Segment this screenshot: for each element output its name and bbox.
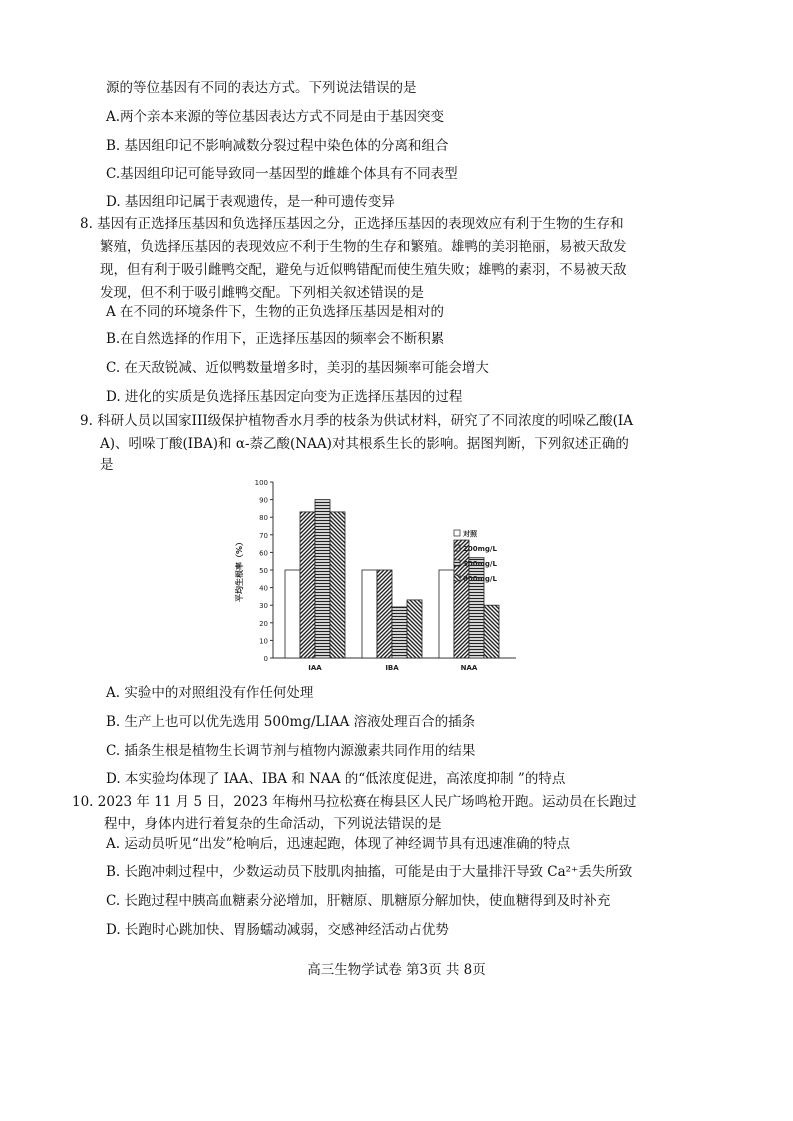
q9-option-d: D. 本实验均体现了 IAA、IBA 和 NAA 的“低浓度促进，高浓度抑制 ”的特点 <box>106 771 566 787</box>
q8-stem-line-4: 发现，但不利于吸引雌鸭交配。下列相关叙述错误的是 <box>100 285 424 301</box>
legend-label: 200mg/L <box>463 545 497 553</box>
bar-iaa-1 <box>300 512 315 658</box>
y-tick-label: 60 <box>259 549 268 558</box>
y-tick-label: 100 <box>254 479 268 487</box>
q7-option-c: C.基因组印记可能导致同一基因型的雌雄个体具有不同表型 <box>106 166 458 182</box>
q9-option-c: C. 插条生根是植物生长调节剂与植物内源激素共同作用的结果 <box>106 743 476 759</box>
q9-option-b: B. 生产上也可以优先选用 500mg/LIAA 溶液处理百合的插条 <box>106 714 476 730</box>
bar-iaa-3 <box>330 512 345 658</box>
x-tick-label: IBA <box>385 664 399 672</box>
bar-naa-2 <box>469 558 484 658</box>
q8-stem-line-1: 8. 基因有正选择压基因和负选择压基因之分，正选择压基因的表现效应有利于生物的生存和 <box>80 216 624 232</box>
q10-option-c: C. 长跑过程中胰高血糖素分泌增加，肝糖原、肌糖原分解加快，使血糖得到及时补充 <box>106 893 611 909</box>
legend-label: 800mg/L <box>463 575 497 583</box>
bar-iaa-2 <box>315 500 330 658</box>
q9-option-a: A. 实验中的对照组没有作任何处理 <box>106 685 314 701</box>
bar-naa-3 <box>484 605 499 658</box>
q8-option-b: B.在自然选择的作用下，正选择压基因的频率会不断积累 <box>106 331 445 347</box>
y-tick-label: 40 <box>259 584 268 593</box>
y-tick-label: 80 <box>259 514 268 523</box>
legend-swatch <box>454 560 460 566</box>
bar-iaa-0 <box>285 570 300 658</box>
q7-option-a: A.两个亲本来源的等位基因表达方式不同是由于基因突变 <box>106 109 445 125</box>
bar-iba-2 <box>392 607 407 658</box>
y-tick-label: 30 <box>259 602 268 611</box>
y-tick-label: 0 <box>263 655 268 663</box>
q9-stem-line-1: 9. 科研人员以国家III级保护植物香水月季的枝条为供试材料，研究了不同浓度的吲哚乙酸(IA <box>80 413 634 429</box>
q8-option-a: A 在不同的环境条件下，生物的正负选择压基因是相对的 <box>106 304 445 320</box>
legend-swatch <box>454 575 460 581</box>
legend-swatch <box>454 545 460 551</box>
y-tick-label: 70 <box>259 531 268 540</box>
page-footer: 高三生物学试卷 第3页 共 8页 <box>307 962 486 978</box>
x-tick-label: NAA <box>460 664 478 672</box>
q10-stem-line-1: 10. 2023 年 11 月 5 日，2023 年梅州马拉松赛在梅县区人民广场鸣枪开跑。运动员在长跑过 <box>72 794 637 810</box>
q8-option-d: D. 进化的实质是负选择压基因定向变为正选择压基因的过程 <box>106 389 463 405</box>
q10-option-b: B. 长跑冲刺过程中，少数运动员下肢肌肉抽搐，可能是由于大量排汗导致 Ca²⁺丢失所致 <box>106 864 633 880</box>
bar-iba-0 <box>362 570 377 658</box>
q10-option-a: A. 运动员听见“出发”枪响后，迅速起跑，体现了神经调节具有迅速准确的特点 <box>106 836 571 852</box>
y-tick-label: 50 <box>259 567 268 575</box>
q8-stem-line-2: 繁殖，负选择压基因的表现效应不利于生物的生存和繁殖。雄鸭的美羽艳丽，易被天敌发 <box>100 239 627 255</box>
x-tick-label: IAA <box>308 664 322 672</box>
bar-naa-0 <box>439 570 454 658</box>
legend-label: 500mg/L <box>463 560 497 568</box>
q8-option-c: C. 在天敌锐减、近似鸭数量增多时，美羽的基因频率可能会增大 <box>106 360 489 376</box>
bar-iba-3 <box>407 600 422 658</box>
y-axis-title: 平均生根率（%） <box>235 537 244 603</box>
y-tick-label: 90 <box>259 496 268 505</box>
q10-stem-line-2: 程中，身体内进行着复杂的生命活动，下列说法错误的是 <box>104 816 442 832</box>
legend-label: 对照 <box>463 530 477 538</box>
q7-continuation: 源的等位基因有不同的表达方式。下列说法错误的是 <box>106 80 417 96</box>
q7-option-d: D. 基因组印记属于表观遗传，是一种可遗传变异 <box>106 194 395 210</box>
q8-stem-line-3: 现，但有利于吸引雌鸭交配，避免与近似鸭错配而使生殖失败；雄鸭的素羽，不易被天敌 <box>100 262 627 278</box>
rooting-rate-bar-chart <box>228 474 528 674</box>
q9-stem-line-3: 是 <box>100 457 114 473</box>
bar-iba-1 <box>377 570 392 658</box>
q9-stem-line-2: A)、吲哚丁酸(IBA)和 α-萘乙酸(NAA)对其根系生长的影响。据图判断，下列叙述正确的 <box>100 436 629 452</box>
q10-option-d: D. 长跑时心跳加快、胃肠蠕动减弱，交感神经活动占优势 <box>106 922 449 938</box>
q7-option-b: B. 基因组印记不影响减数分裂过程中染色体的分离和组合 <box>106 138 449 154</box>
bar-naa-1 <box>454 540 469 658</box>
legend-swatch <box>454 530 460 536</box>
y-tick-label: 10 <box>259 637 268 646</box>
y-tick-label: 20 <box>259 619 268 628</box>
